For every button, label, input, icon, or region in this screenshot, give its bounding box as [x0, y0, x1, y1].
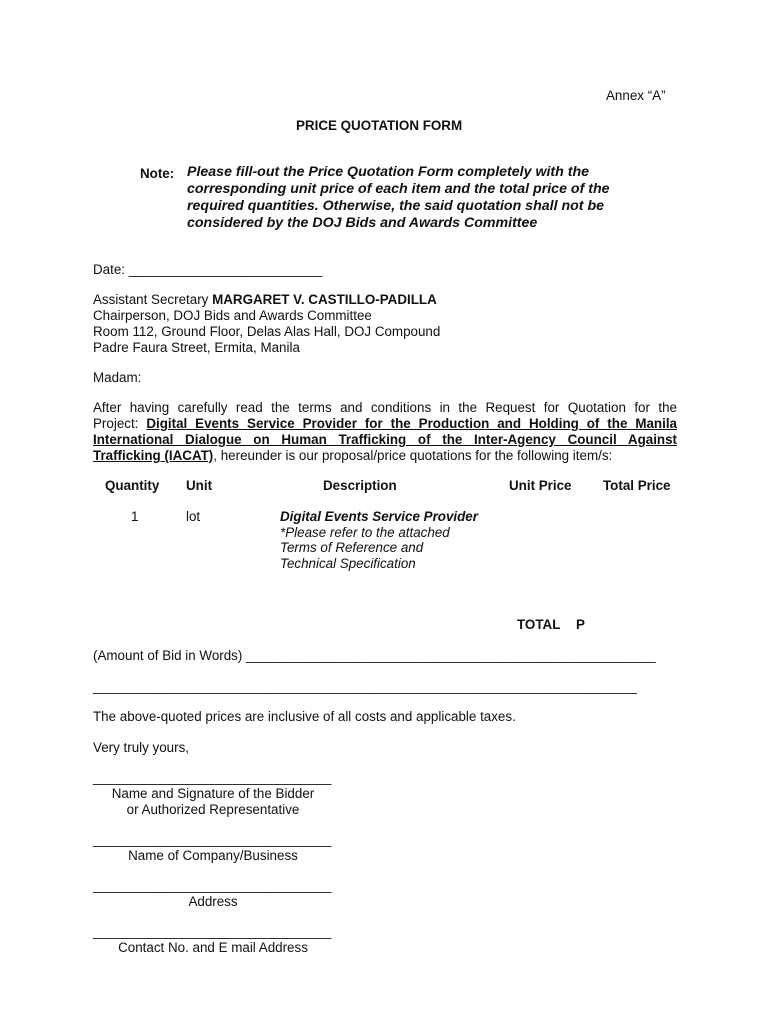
signature-line[interactable]: ________________________________ — [93, 924, 332, 939]
signature-block-address — [93, 878, 333, 910]
addressee-name: MARGARET V. CASTILLO-PADILLA — [212, 292, 437, 307]
note-text — [187, 164, 610, 232]
item-title: Digital Events Service Provider — [280, 509, 478, 524]
col-header-quantity: Quantity — [105, 478, 160, 493]
body-line — [93, 448, 677, 464]
date-field[interactable]: Date: __________________________ — [93, 262, 323, 277]
body-suffix: , hereunder is our proposal/price quotations for the following item/s: — [213, 448, 613, 463]
body-line: After having carefully read the terms and conditions in the Request for Quotation for the — [93, 400, 677, 415]
note-line: required quantities. Otherwise, the said quotation shall not be — [187, 198, 605, 214]
col-header-unit-price: Unit Price — [509, 478, 572, 493]
closing: Very truly yours, — [93, 740, 189, 755]
body-line — [93, 432, 677, 448]
signature-line[interactable]: ________________________________ — [93, 770, 332, 785]
inclusive-statement: The above-quoted prices are inclusive of all costs and applicable taxes. — [93, 709, 516, 724]
note-label: Note: — [140, 166, 175, 181]
item-desc-line: Technical Specification — [280, 556, 416, 572]
project-title: Digital Events Service Provider for the Production and Holding of the Manila — [146, 416, 677, 431]
signature-block-company — [93, 832, 333, 864]
addressee-line: Chairperson, DOJ Bids and Awards Committee — [93, 308, 372, 323]
signature-block-bidder — [93, 770, 333, 818]
amount-in-words-field[interactable]: (Amount of Bid in Words) _______________________________________________________ — [93, 648, 656, 663]
signature-caption: Address — [188, 894, 238, 909]
signature-caption: Name of Company/Business — [128, 848, 298, 863]
body-paragraph — [93, 400, 677, 464]
col-header-total-price: Total Price — [603, 478, 671, 493]
total-currency: P — [576, 617, 585, 632]
project-title-cont: International Dialogue on Human Trafficking of the Inter-Agency Council Against — [93, 432, 677, 447]
total-label: TOTAL — [517, 617, 561, 632]
item-desc-line: Terms of Reference and — [280, 540, 424, 556]
annex-label: Annex “A” — [606, 88, 666, 103]
table-cell-unit: lot — [186, 509, 201, 524]
table-cell-description — [280, 509, 478, 572]
note-line: considered by the DOJ Bids and Awards Committee — [187, 215, 538, 231]
form-title: PRICE QUOTATION FORM — [296, 118, 463, 133]
note-line: corresponding unit price of each item and the total price of the — [187, 181, 610, 197]
signature-caption: Contact No. and E mail Address — [118, 940, 308, 955]
col-header-description: Description — [323, 478, 397, 493]
addressee-line: Padre Faura Street, Ermita, Manila — [93, 340, 300, 355]
body-line — [93, 416, 677, 432]
signature-caption: or Authorized Representative — [126, 802, 300, 817]
amount-in-words-line2[interactable]: _________________________________________________________________________ — [93, 679, 637, 694]
signature-line[interactable]: ________________________________ — [93, 878, 332, 893]
item-desc-line: *Please refer to the attached — [280, 524, 450, 540]
col-header-unit: Unit — [186, 478, 213, 493]
table-cell-quantity: 1 — [131, 509, 139, 524]
note-line: Please fill-out the Price Quotation Form completely with the — [187, 164, 590, 180]
signature-line[interactable]: ________________________________ — [93, 832, 332, 847]
addressee-block — [93, 292, 440, 356]
signature-caption: Name and Signature of the Bidder — [111, 786, 315, 801]
project-title-end: Trafficking (IACAT) — [93, 448, 214, 463]
addressee-prefix: Assistant Secretary — [93, 292, 213, 307]
project-prefix: Project: — [93, 416, 147, 431]
signature-block-contact — [93, 924, 333, 956]
addressee-line: Room 112, Ground Floor, Delas Alas Hall, DOJ Compound — [93, 324, 441, 339]
salutation: Madam: — [93, 370, 142, 385]
